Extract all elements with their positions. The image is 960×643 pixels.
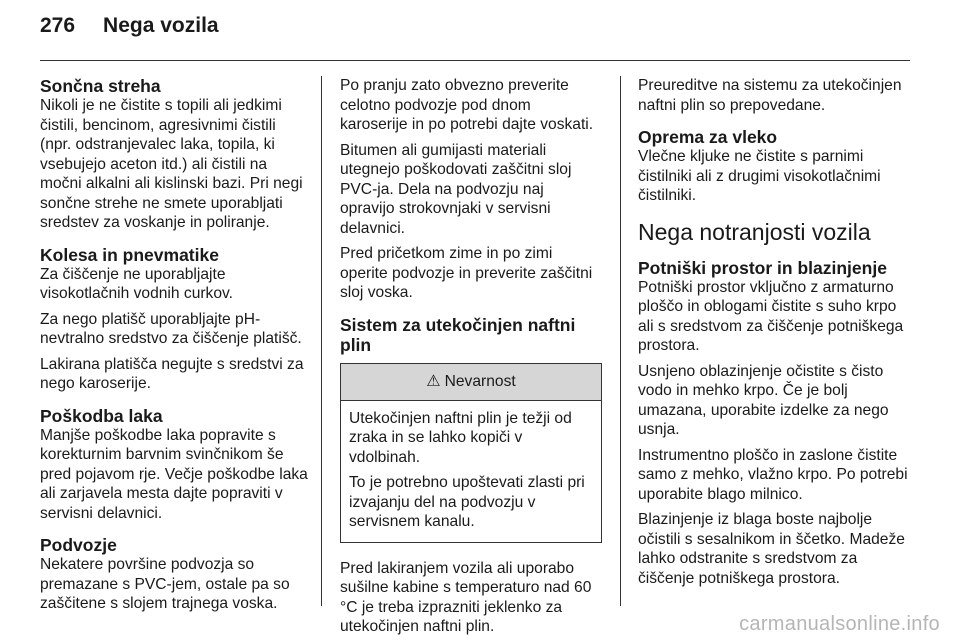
column-divider-1 <box>321 76 322 606</box>
paragraph: Pred lakiranjem vozila ali uporabo sušilne kabine s temperaturo nad 60 °C je treba izprazniti jeklenko za utekočinjen naftni plin. <box>340 559 592 635</box>
warning-title: Nevarnost <box>444 372 516 390</box>
paragraph: Manjše poškodbe laka popravite s korekturnim barvnim svinčnikom še pred pojavom rje. Večje poškodbe laka ali zarjavela mesta dajte popraviti v servisni delavnici. <box>40 426 308 522</box>
section-heading: Podvozje <box>40 535 117 555</box>
paragraph: Potniški prostor vključno z armaturno ploščo in oblogami čistite s suho krpo ali s sredstvom za čiščenje potniškega prostora. <box>638 278 904 354</box>
column-3 <box>638 76 908 596</box>
section-heading: Sončna streha <box>40 76 161 96</box>
section-podvozje <box>40 535 308 614</box>
section-heading: Poškodba laka <box>40 405 163 426</box>
paragraph: Lakirana platišča negujte s sredstvi za nego karoserije. <box>40 355 304 392</box>
page-title: Nega vozila <box>103 14 219 37</box>
warning-paragraph: Utekočinjen naftni plin je težji od zraka in se lahko kopiči v vdolbinah. <box>349 409 572 466</box>
section-heading: Potniški prostor in blazinjenje <box>638 257 887 278</box>
danger-warning-box <box>340 363 602 543</box>
section-potniski-prostor <box>638 258 908 589</box>
column-1 <box>40 76 308 622</box>
section-heading: Oprema za vleko <box>638 127 778 147</box>
chapter-heading: Nega notranjosti vozila <box>638 218 871 245</box>
paragraph: Za nego platišč uporabljajte pH-nevtralno sredstvo za čiščenje platišč. <box>40 310 302 347</box>
paragraph: Usnjeno oblazinjenje očistite s čisto vodo in mehko krpo. Če je bolj umazana, uporabite izdelke za nego usnja. <box>638 362 889 438</box>
section-oprema-za-vleko <box>638 127 908 206</box>
paragraph: Bitumen ali gumijasti materiali utegnejo poškodovati zaščitni sloj PVC-ja. Dela na podvozju naj opravijo strokovnjaki v servisni delavnici. <box>340 141 572 237</box>
column-2 <box>340 76 602 643</box>
watermark: carmanualsonline.info <box>739 613 940 635</box>
paragraph: Blazinjenje iz blaga boste najbolje očistili s sesalnikom in ščetko. Madeže lahko odstranite s sredstvom za čiščenje potniškega prostora. <box>638 511 905 587</box>
paragraph: Pred pričetkom zime in po zimi operite podvozje in preverite zaščitni sloj voska. <box>340 245 593 301</box>
section-kolesa <box>40 245 308 394</box>
warning-paragraph: To je potrebno upoštevati zlasti pri izvajanju del na podvozju v servisnem kanalu. <box>349 474 585 530</box>
page-header <box>40 14 219 38</box>
section-heading-lpg: Sistem za utekočinjen naftni plin <box>340 314 576 355</box>
paragraph: Nikoli je ne čistite s topili ali jedkimi čistili, bencinom, agresivnimi čistili (npr. odstranjevalec laka, topila, ki vsebujejo aceton itd.) ali čistili na močni alkalni ali kislinski bazi. Pri negi sončne strehe ne smete uporabljati sredstev za voskanje in poliranje. <box>40 97 303 231</box>
warning-triangle-icon: ⚠ <box>426 372 441 390</box>
section-poskodba-laka <box>40 406 308 524</box>
warning-header <box>341 364 601 401</box>
warning-body <box>341 401 601 542</box>
paragraph: Preureditve na sistemu za utekočinjen naftni plin so prepovedane. <box>638 77 902 114</box>
paragraph: Za čiščenje ne uporabljajte visokotlačnih vodnih curkov. <box>40 265 233 302</box>
header-rule <box>40 60 910 61</box>
section-heading: Kolesa in pnevmatike <box>40 244 219 265</box>
column-divider-2 <box>620 76 621 606</box>
paragraph: Instrumentno ploščo in zaslone čistite samo z mehko, vlažno krpo. Po potrebi uporabite blago milnico. <box>638 446 908 503</box>
paragraph: Vlečne kljuke ne čistite s parnimi čistilniki ali z drugimi visokotlačnimi čistilniki. <box>638 148 881 204</box>
paragraph: Nekatere površine podvozja so premazane s PVC-jem, ostale pa so zaščitene s slojem trajnega voska. <box>40 556 290 612</box>
page-number: 276 <box>40 14 76 37</box>
paragraph: Po pranju zato obvezno preverite celotno podvozje pod dnom karoserije in po potrebi dajte voskati. <box>340 77 594 133</box>
section-soncna-streha <box>40 76 308 233</box>
